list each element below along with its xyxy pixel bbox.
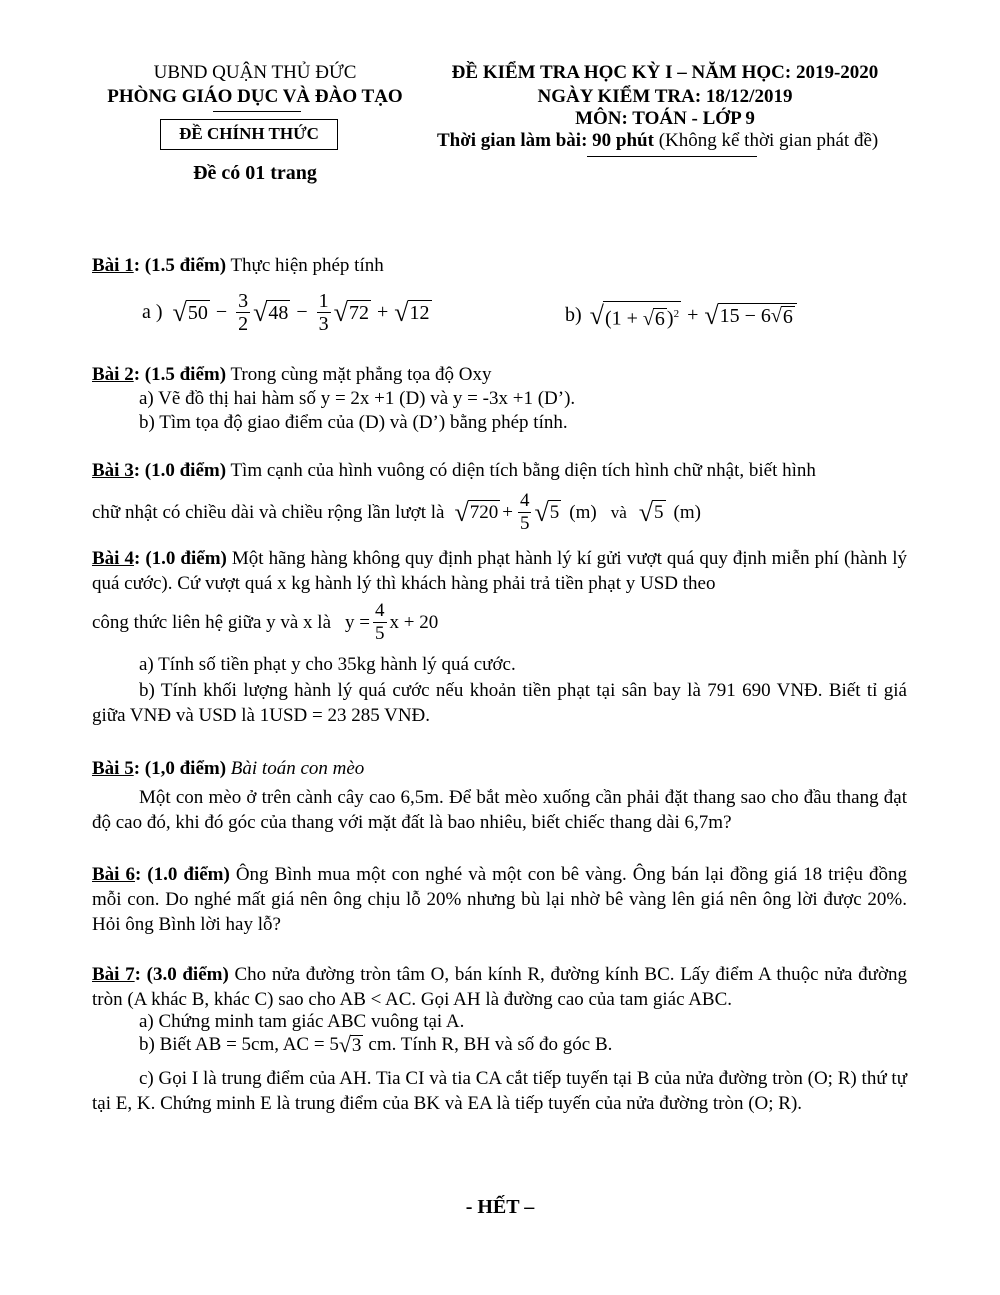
header-left-line1: UBND QUẬN THỦ ĐỨC	[153, 62, 357, 83]
bai1-expr-a: a ) √ 50 − $\frac{3}{2}$ √ 48 − $\frac{1}{3}$ √ 72 + √ 12	[142, 290, 430, 335]
bai5-heading	[92, 758, 364, 780]
exam-title: ĐỀ KIỂM TRA HỌC KỲ I – NĂM HỌC: 2019-2020	[451, 62, 879, 83]
bai5-text: Một con mèo ở trên cành cây cao 6,5m. Để bắt mèo xuống cần phải đặt thang sao cho đầu thang đạt độ cao đó, khi đó góc của thang với mặt đất là bao nhiêu, biết chiếc thang dài 6,7m?	[92, 787, 907, 833]
end-marker: - HẾT –	[465, 1196, 535, 1218]
bai6-points: : (1.0 điểm)	[134, 864, 230, 885]
bai4-line3: công thức liên hệ giữa y và x là	[92, 611, 332, 633]
sqrt-12: √ 12	[394, 297, 430, 327]
bai4-part-a: a) Tính số tiền phạt y cho 35kg hành lý quá cước.	[139, 654, 516, 675]
sqrt-48: √ 48	[253, 297, 289, 327]
page-count: Đề có 01 trang	[193, 162, 317, 184]
bai1-text: Thực hiện phép tính	[226, 255, 384, 276]
bai3-points: : (1.0 điểm)	[133, 460, 227, 481]
bai2-points: : (1.5 điểm)	[133, 364, 227, 385]
exam-time-note: (Không kể thời gian phát đề)	[658, 130, 879, 151]
sqrt-50: √ 50	[172, 297, 208, 327]
bai3-line2-text: chữ nhật có chiều dài và chiều rộng lần lượt là	[92, 501, 445, 523]
bai2-part-a: a) Vẽ đồ thị hai hàm số y = 2x +1 (D) và y = -3x +1 (D’).	[139, 388, 576, 409]
frac-1-3: $\frac{1}{3}$	[318, 290, 329, 335]
bai3-va: và	[610, 502, 627, 522]
bai7-points: : (3.0 điểm)	[134, 964, 229, 985]
bai1-b-label: b)	[565, 304, 582, 327]
bai1-heading	[92, 255, 384, 277]
bai7-part-c: c) Gọi I là trung điểm của AH. Tia CI và tia CA cắt tiếp tuyến tại B của nửa đường tròn (O; R) thứ tự tại E, K. Chứng minh E là trung điểm của BK và EA là tiếp tuyến của nửa đường tròn (O; R).	[92, 1068, 907, 1114]
bai7-b-pre: b) Biết AB = 5cm, AC = 5	[139, 1034, 339, 1055]
sqrt-3: √ 3	[338, 1032, 362, 1057]
frac-4-5: $\frac{4}{5}$	[519, 490, 530, 534]
bai7-part-b	[139, 1034, 612, 1056]
bai4-points: : (1.0 điểm)	[133, 548, 227, 569]
bai4-formula-rest: x + 20	[389, 611, 439, 633]
bai1-points: : (1.5 điểm)	[133, 255, 227, 276]
header-left-line2: PHÒNG GIÁO DỤC VÀ ĐÀO TẠO	[107, 86, 403, 107]
bai5-title: Bài 5	[92, 758, 134, 779]
bai5-points: : (1,0 điểm)	[133, 758, 227, 779]
bai7-title: Bài 7	[92, 964, 135, 985]
bai4-part-b: b) Tính khối lượng hành lý quá cước nếu khoản tiền phạt tại sân bay là 791 690 VNĐ. Biết tỉ giá giữa VNĐ và USD là 1USD = 23 285 VNĐ.	[92, 680, 907, 726]
header-left-rule	[213, 111, 301, 112]
bai3-heading	[92, 460, 816, 482]
sqrt-5-b: √ 5	[638, 497, 664, 527]
frac-4-5-b: $\frac{4}{5}$	[375, 600, 385, 644]
bai3-text: Tìm cạnh của hình vuông có diện tích bằng diện tích hình chữ nhật, biết hình	[226, 460, 816, 481]
bai4-text: Một hãng hàng không quy định phạt hành lý kí gửi vượt quá quy định miễn phí (hành lý quá cước). Cứ vượt quá x kg hành lý thì khách hàng phải trả tiền phạt y USD theo	[92, 548, 908, 594]
bai4-formula-line	[92, 600, 438, 645]
bai3-unit1: (m)	[569, 501, 597, 523]
bai7-b-post: cm. Tính R, BH và số đo góc B.	[368, 1034, 613, 1055]
sqrt-5-a: √ 5	[534, 497, 560, 527]
bai7-text: Cho nửa đường tròn tâm O, bán kính R, đường kính BC. Lấy điểm A thuộc nửa đường tròn (A khác B, khác C) sao cho AB < AC. Gọi AH là đường cao của tam giác ABC.	[92, 964, 907, 1010]
bai7-part-a: a) Chứng minh tam giác ABC vuông tại A.	[139, 1011, 465, 1032]
sqrt-15-6sqrt6: √ 15 − 6 √ 6	[704, 303, 797, 329]
bai3-line2: chữ nhật có chiều dài và chiều rộng lần lượt là √ 720 + $\frac{4}{5}$ √ 5 (m) và √ 5 (m)	[92, 490, 701, 534]
bai1-title: Bài 1	[92, 255, 134, 276]
bai2-part-b: b) Tìm tọa độ giao điểm của (D) và (D’) bằng phép tính.	[139, 412, 568, 433]
exam-time	[437, 130, 878, 152]
header-right-rule	[587, 156, 757, 157]
bai4-title: Bài 4	[92, 548, 134, 569]
bai6-para	[92, 862, 907, 937]
bai1-a-label: a )	[142, 301, 163, 323]
bai2-title: Bài 2	[92, 364, 134, 385]
exam-subject: MÔN: TOÁN - LỚP 9	[575, 108, 755, 129]
bai6-text: Ông Bình mua một con nghé và một con bê vàng. Ông bán lại đồng giá 18 triệu đồng mỗi con. Do nghé mất giá nên ông chịu lỗ 20% nhưng bù lại nhờ bê vàng lên giá nên ông lời được 20%. Hỏi ông Bình lời hay lỗ?	[92, 864, 907, 935]
exam-date: NGÀY KIỂM TRA: 18/12/2019	[537, 86, 793, 107]
sqrt-square-term: √ (1 + √ 6 )$^2$	[589, 300, 680, 331]
bai7-para	[92, 962, 907, 1012]
frac-3-2: $\frac{3}{2}$	[238, 290, 249, 335]
bai6-title: Bài 6	[92, 864, 135, 885]
bai5-subtitle: Bài toán con mèo	[230, 758, 365, 779]
bai4-para	[92, 546, 907, 596]
bai2-text: Trong cùng mặt phẳng tọa độ Oxy	[226, 364, 492, 385]
bai4-y: y =	[345, 611, 370, 633]
bai3-unit2: (m)	[673, 501, 701, 523]
sqrt-720: √ 720	[454, 497, 499, 527]
bai2-heading	[92, 364, 492, 386]
bai3-title: Bài 3	[92, 460, 134, 481]
exam-time-label: Thời gian làm bài: 90 phút	[437, 130, 654, 151]
sqrt-72: √ 72	[333, 297, 369, 327]
bai1-expr-b: b) √ (1 + √ 6 )$^2$ + √ 15 − 6 √ 6	[565, 301, 797, 331]
official-label: ĐỀ CHÍNH THỨC	[179, 124, 319, 143]
